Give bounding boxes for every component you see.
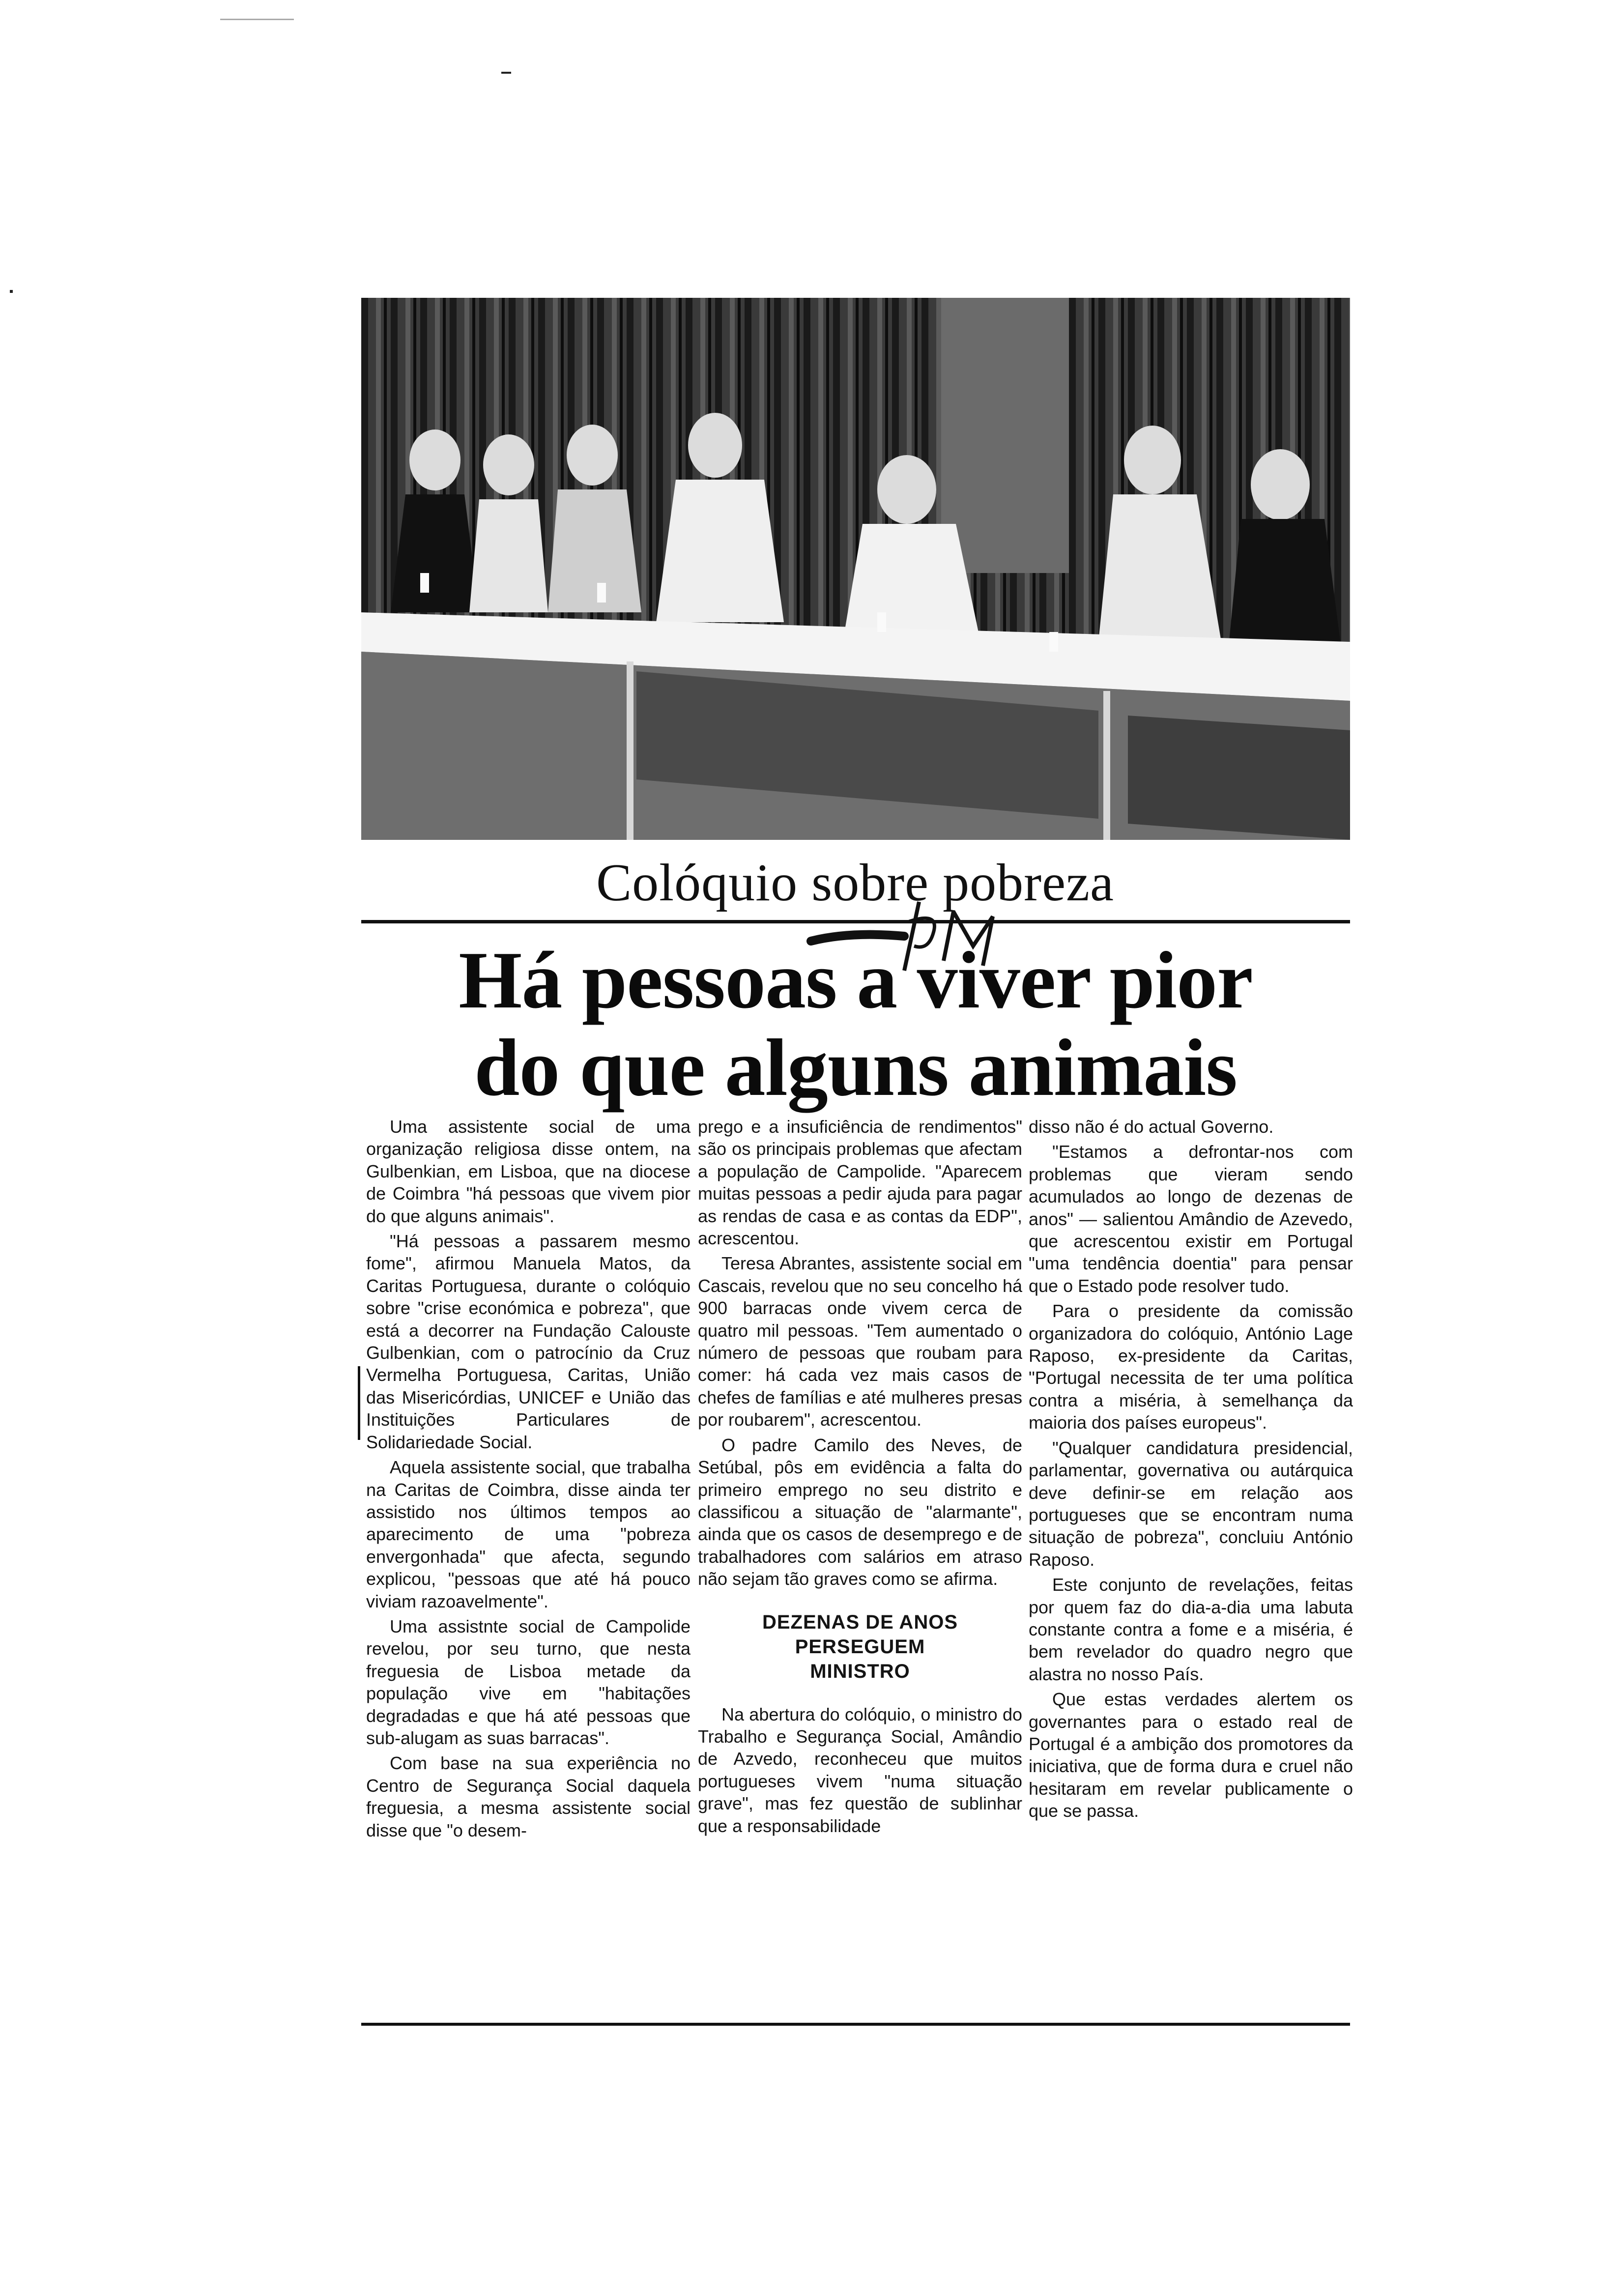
article-column-3 bbox=[1029, 1116, 1353, 2005]
article-paragraph: Teresa Abrantes, assistente social em Cascais, revelou que no seu concelho há 900 barracas onde vivem cerca de quatro mil pessoas. "Tem aumentado o número de pessoas que roubam para comer: há cada vez mais casos de chefes de famílias e até mulheres presas por roubarem", acrescentou. bbox=[698, 1253, 1022, 1430]
article-paragraph: Este conjunto de revelações, feitas por quem faz do dia-a-dia uma labuta constante contra a fome e a miséria, é bem revelador do quadro negro que alastra no nosso País. bbox=[1029, 1575, 1353, 1684]
scan-mark bbox=[220, 19, 294, 20]
article-headline-line-1: Há pessoas a viver pior bbox=[459, 935, 1253, 1025]
article-paragraph: "Estamos a defrontar-nos com problemas que vieram sendo acumulados ao longo de dezenas de anos" — salientou Amândio de Azevedo, que acrescentou existir em Portugal "uma tendência doentia" para pensar que o Estado pode resolver tudo. bbox=[1029, 1142, 1353, 1296]
article-paragraph: "Há pessoas a passarem mesmo fome", afirmou Manuela Matos, da Caritas Portuguesa, durante o colóquio sobre "crise económica e pobreza", que está a decorrer na Fundação Calouste Gulbenkian, com o patrocínio da Cruz Vermelha Portuguesa, Caritas, União das Misericórdias, UNICEF e União das Instituições Particulares de Solidariedade Social. bbox=[366, 1231, 691, 1452]
article-paragraph: prego e a insuficiência de rendimentos" são os principais problemas que afectam a população de Campolide. "Aparecem muitas pessoas a pedir ajuda para pagar as rendas de casa e as contas da EDP", acrescentou. bbox=[698, 1117, 1022, 1249]
meeting-photo bbox=[361, 298, 1350, 840]
article-subhead bbox=[698, 1610, 1022, 1684]
handwritten-annotation bbox=[806, 892, 1042, 976]
article-paragraph: Que estas verdades alertem os governantes para o estado real de Portugal é a ambição dos promotores da iniciativa, que de forma dura e cruel não hesitaram em revelar publicamente o que se passa. bbox=[1029, 1689, 1353, 1821]
margin-mark bbox=[358, 1366, 360, 1440]
subhead-line: PERSEGUEM bbox=[795, 1636, 925, 1658]
article-kicker: Colóquio sobre pobreza bbox=[596, 854, 1114, 912]
article-paragraph: Uma assistente social de uma organização religiosa disse ontem, na Gulbenkian, em Lisboa, que na diocese de Coimbra "há pessoas que vivem pior do que alguns animais". bbox=[366, 1117, 691, 1226]
article-column-1 bbox=[366, 1116, 691, 2005]
article-paragraph: Com base na sua experiência no Centro de Segurança Social daquela freguesia, a mesma assistente social disse que "o desem- bbox=[366, 1753, 691, 1840]
article-paragraph: Na abertura do colóquio, o ministro do Trabalho e Segurança Social, Amândio de Azvedo, reconheceu que muitos portugueses vivem "numa situação grave", mas fez questão de sublinhar que a responsabilidade bbox=[698, 1704, 1022, 1836]
article-paragraph: Para o presidente da comissão organizadora do colóquio, António Lage Raposo, ex-presidente da Caritas, "Portugal necessita de ter uma política contra a miséria, à semelhança da maioria dos países europeus". bbox=[1029, 1301, 1353, 1433]
subhead-line: DEZENAS DE ANOS bbox=[762, 1611, 958, 1633]
article-paragraph: Aquela assistente social, que trabalha na Caritas de Coimbra, disse ainda ter assistido nos últimos tempos ao aparecimento de uma "pobreza envergonhada" que afecta, segundo explicou, "pessoas que até há pouco viviam razoavelmente". bbox=[366, 1457, 691, 1611]
article-paragraph: disso não é do actual Governo. bbox=[1029, 1117, 1274, 1137]
article-paragraph: Uma assistnte social de Campolide revelou, por seu turno, que nesta freguesia de Lisboa metade da população vive em "habitações degradadas e que há até pessoas que sub-alugam as suas barracas". bbox=[366, 1616, 691, 1748]
subhead-line: MINISTRO bbox=[810, 1660, 910, 1682]
scan-mark bbox=[10, 290, 13, 293]
article-headline-line-2: do que alguns animais bbox=[474, 1022, 1237, 1113]
article-paragraph: O padre Camilo des Neves, de Setúbal, pôs em evidência a falta do primeiro emprego no seu distrito e classificou a situação de "alarmante", ainda que os casos de desemprego e de trabalhadores com salários em atraso não sejam tão graves como se afirma. bbox=[698, 1435, 1022, 1589]
article-paragraph: "Qualquer candidatura presidencial, parlamentar, governativa ou autárquica deve definir-se em relação aos portugueses que se encontram numa situação de pobreza", concluiu António Raposo. bbox=[1029, 1437, 1353, 1570]
article-column-2 bbox=[698, 1116, 1022, 2005]
scan-mark bbox=[501, 72, 511, 74]
bottom-rule bbox=[361, 2023, 1350, 2026]
